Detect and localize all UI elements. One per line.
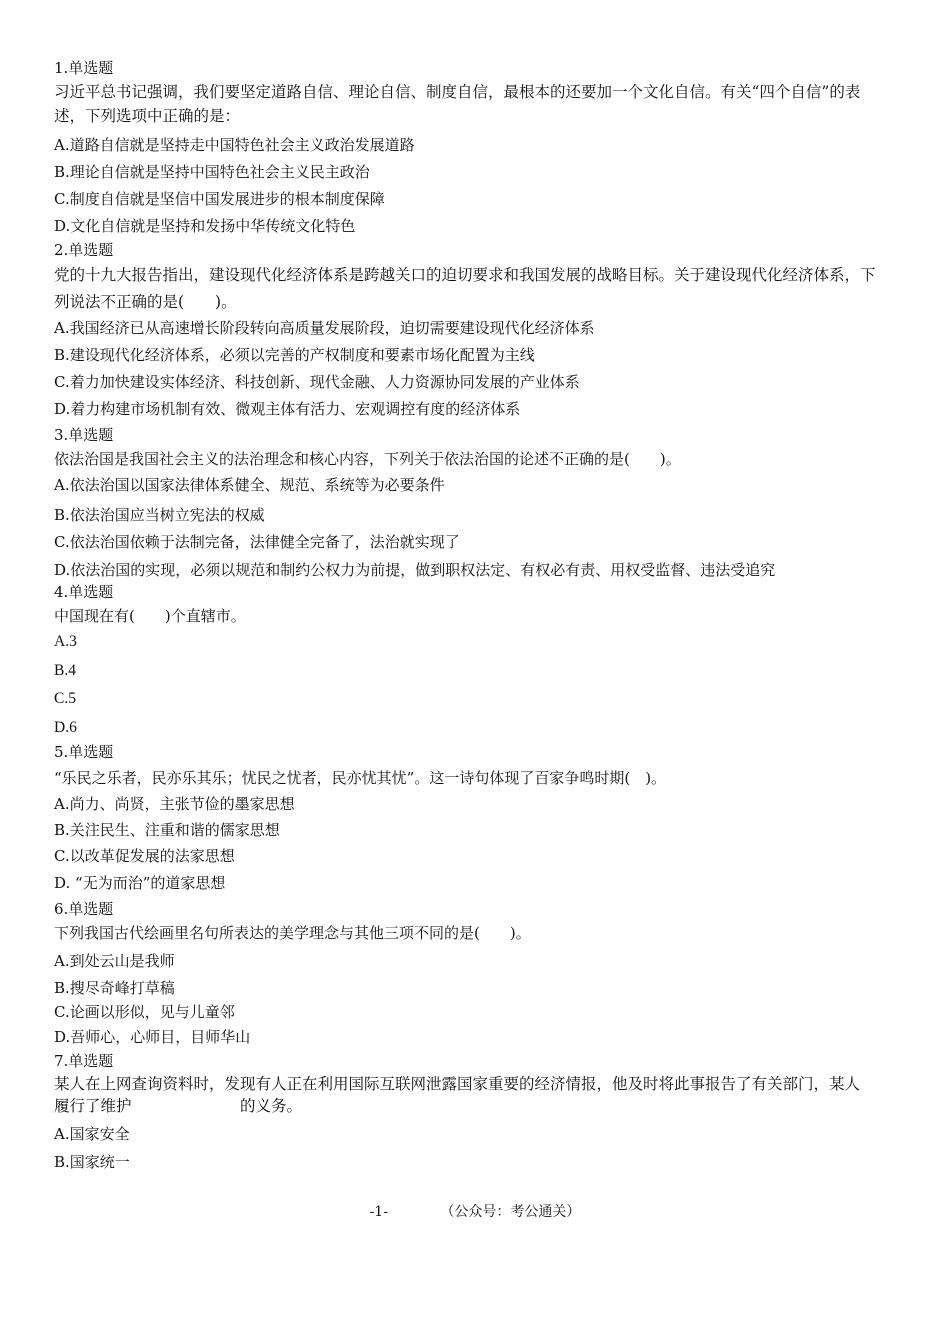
option-c: C.依法治国依赖于法制完备，法律健全完备了，法治就实现了 [54,533,460,551]
question-7 [54,1049,884,1174]
question-title: 6.单选题 [54,899,114,918]
option-b: B.依法治国应当树立宪法的权威 [54,506,265,524]
option-a: A.3 [54,633,77,650]
question-stem: 习近平总书记强调，我们要坚定道路自信、理论自信、制度自信，最根本的还要加一个文化自信。有关“四个自信”的表述，下列选项中正确的是： [54,83,861,125]
question-title: 4.单选题 [54,583,114,601]
option-a: A.尚力、尚贤，主张节俭的墨家思想 [54,794,295,813]
option-c: C.制度自信就是坚信中国发展进步的根本制度保障 [54,190,385,208]
question-title: 2.单选题 [54,241,114,259]
page-number: -1- [369,1204,388,1220]
question-stem: 党的十九大报告指出，建设现代化经济体系是跨越关口的迫切要求和我国发展的战略目标。关于建设现代化经济体系，下列说法不正确的是( )。 [54,266,876,311]
option-d: D.依法治国的实现，必须以规范和制约公权力为前提，做到职权法定、有权必有责、用权受监督、违法受追究 [54,561,776,579]
option-b: B.搜尽奇峰打草稿 [54,978,175,997]
question-stem: 中国现在有( )个直辖市。 [54,607,246,625]
question-title: 7.单选题 [54,1051,114,1070]
option-b: B.理论自信就是坚持中国特色社会主义民主政治 [54,163,370,181]
option-c: C.5 [54,690,76,707]
question-3 [54,423,884,580]
option-a: A.到处云山是我师 [54,951,175,970]
question-stem: 下列我国古代绘画里名句所表达的美学理念与其他三项不同的是( )。 [54,923,531,942]
question-stem: “乐民之乐者，民亦乐其乐；忧民之忧者，民亦忧其忧”。这一诗句体现了百家争鸣时期( )。 [54,768,667,787]
footer-source: （公众号：考公通关） [440,1204,581,1220]
option-d: D.文化自信就是坚持和发扬中华传统文化特色 [54,217,356,235]
option-b: B.建设现代化经济体系，必须以完善的产权制度和要素市场化配置为主线 [54,346,535,364]
option-a: A.国家安全 [54,1124,130,1143]
document-page [54,56,884,1174]
question-title: 1.单选题 [54,59,114,77]
option-d: D.着力构建市场机制有效、微观主体有活力、宏观调控有度的经济体系 [54,400,521,418]
option-c: C.论画以形似，见与儿童邻 [54,1002,235,1021]
option-c: C.着力加快建设实体经济、科技创新、现代金融、人力资源协同发展的产业体系 [54,373,580,391]
option-d: D. “无为而治”的道家思想 [54,873,226,892]
question-2 [54,238,884,423]
question-1 [54,56,884,238]
option-d: D.吾师心，心师目，目师华山 [54,1027,251,1046]
option-d: D.6 [54,718,77,736]
question-stem: 依法治国是我国社会主义的法治理念和核心内容，下列关于依法治国的论述不正确的是( )。 [54,450,681,468]
page-footer [0,1202,950,1222]
question-title: 5.单选题 [54,742,114,761]
option-b: B.关注民生、注重和谐的儒家思想 [54,820,280,839]
option-c: C.以改革促发展的法家思想 [54,846,235,865]
question-4 [54,580,884,740]
question-title: 3.单选题 [54,426,114,444]
question-5 [54,740,884,897]
option-b: B.国家统一 [54,1152,130,1171]
option-b: B.4 [54,661,76,679]
option-a: A.依法治国以国家法律体系健全、规范、系统等为必要条件 [54,476,445,494]
question-6 [54,897,884,1049]
option-a: A.我国经济已从高速增长阶段转向高质量发展阶段，迫切需要建设现代化经济体系 [54,319,595,337]
option-a: A.道路自信就是坚持走中国特色社会主义政治发展道路 [54,136,415,154]
question-stem: 某人在上网查询资料时，发现有人正在利用国际互联网泄露国家重要的经济情报，他及时将此事报告了有关部门，某人履行了维护 的义务。 [54,1074,861,1115]
